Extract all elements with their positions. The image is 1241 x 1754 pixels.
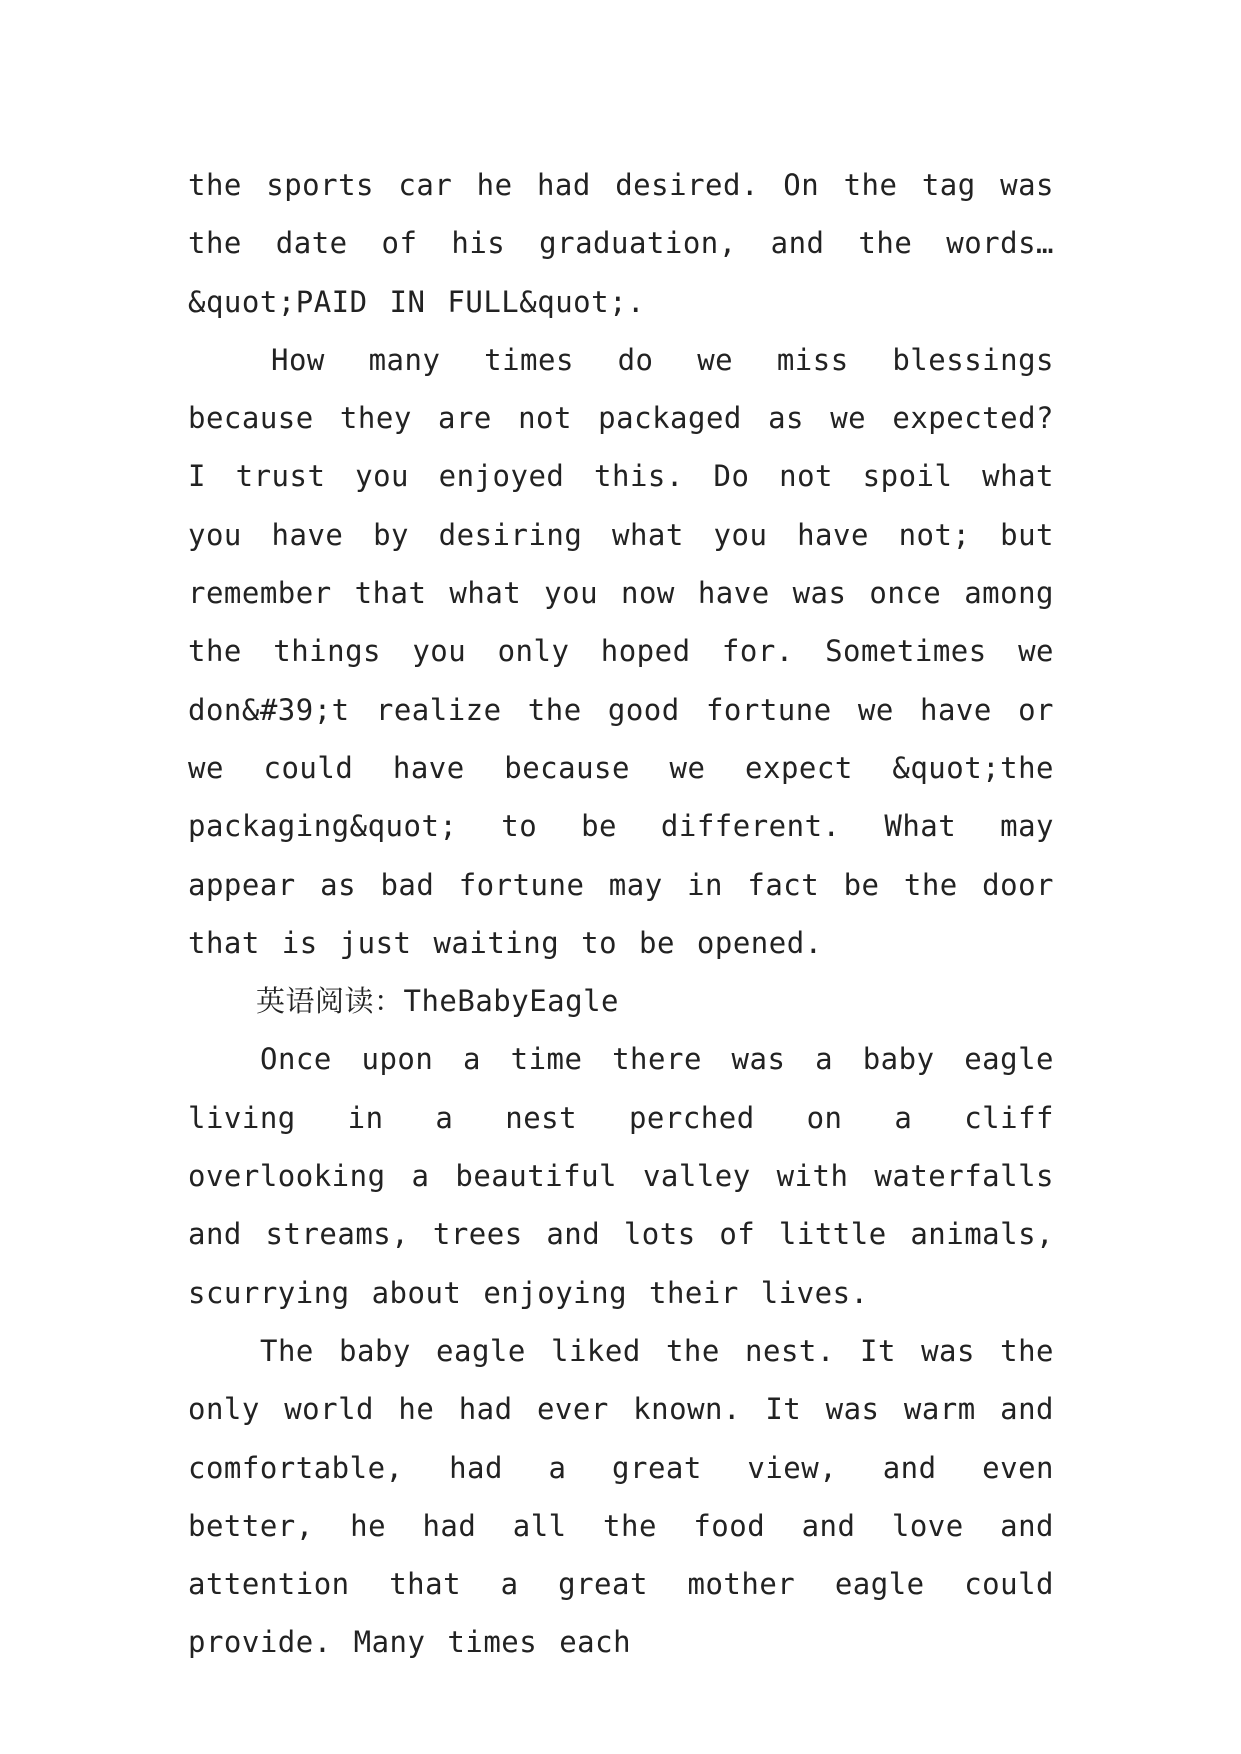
paragraph-blessings: How many times do we miss blessings because they are not packaged as we expected? I trust you enjoyed this. Do not spoil what you have by desiring what you have not; but remember that what you now have was once among the things you only hoped for. Sometimes we don&#39;t realize the good fortune we have or we could have because we expect &quot;the packaging&quot; to be different. What may appear as bad fortune may in fact be the door that is just waiting to be opened. (188, 342, 1054, 960)
paragraph-once-upon-a-time: Once upon a time there was a baby eagle living in a nest perched on a cliff overlooking a beautiful valley with waterfalls and streams, trees and lots of little animals, scurrying about enjoying their lives. (188, 1042, 1054, 1310)
paragraph-continuation: the sports car he had desired. On the tag was the date of his graduation, and the words… &quot;PAID IN FULL&quot;. (188, 168, 1054, 319)
section-heading: 英语阅读：TheBabyEagle (256, 984, 620, 1019)
paragraph-baby-eagle-nest: The baby eagle liked the nest. It was the only world he had ever known. It was warm and comfortable, had a great view, and even better, he had all the food and love and attention that a great mother eagle could provide. Many times each (188, 1333, 1054, 1660)
document-body (188, 156, 1054, 1672)
